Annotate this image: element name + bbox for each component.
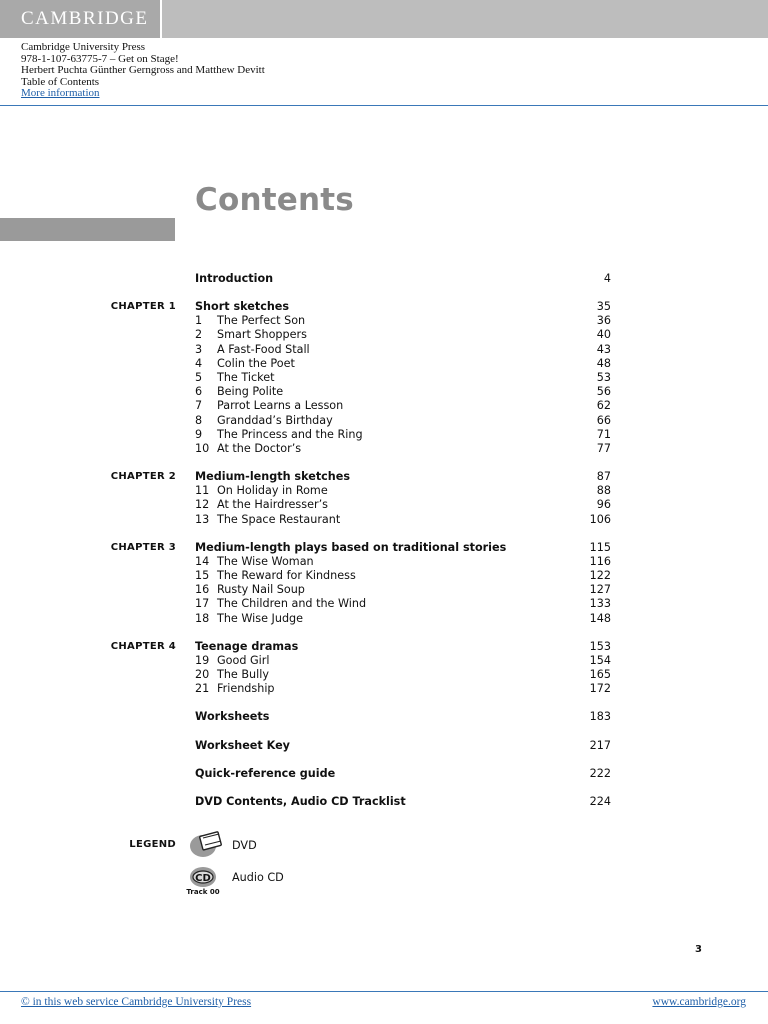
book-metadata <box>21 42 265 100</box>
toc-item-page: 116 <box>589 554 611 568</box>
publisher-line: Cambridge University Press <box>21 41 146 53</box>
header-rule <box>0 105 768 106</box>
toc-item-number: 17 <box>195 597 210 611</box>
toc-item-title: Parrot Learns a Lesson <box>217 399 344 413</box>
toc-item-title: The Reward for Kindness <box>217 569 356 582</box>
back-matter-title: DVD Contents, Audio CD Tracklist <box>195 795 406 809</box>
toc-item-title: The Space Restaurant <box>217 512 341 526</box>
chapter-title: Short sketches <box>195 300 290 313</box>
back-matter-title: Worksheet Key <box>195 738 290 752</box>
toc-item-title: Smart Shoppers <box>217 328 307 342</box>
footer-rule <box>0 991 768 992</box>
toc-item <box>0 668 768 682</box>
toc-item <box>0 612 768 626</box>
toc-item-page: 122 <box>589 569 611 582</box>
toc-item-title: The Children and the Wind <box>217 597 367 611</box>
toc-entry-page: 4 <box>603 272 611 285</box>
toc-item <box>0 371 768 385</box>
chapter-label: CHAPTER 3 <box>110 541 176 553</box>
chapter-label: CHAPTER 2 <box>110 471 176 482</box>
authors-line: Herbert Puchta Günther Gerngross and Matthew Devitt <box>21 64 265 76</box>
title-accent-bar <box>0 218 175 241</box>
toc-item-page: 154 <box>589 653 611 667</box>
more-information-link[interactable]: More information <box>21 87 100 99</box>
toc-item-number: 18 <box>195 611 210 625</box>
toc-item-title: Colin the Poet <box>217 356 295 370</box>
toc-item <box>0 583 768 597</box>
isbn-line: 978-1-107-63775-7 – Get on Stage! <box>21 52 179 65</box>
legend-dvd-label: DVD <box>232 839 257 852</box>
toc-item <box>0 399 768 413</box>
cambridge-site-link[interactable]: www.cambridge.org <box>652 996 746 1008</box>
toc-item-title: At the Hairdresser’s <box>217 498 328 512</box>
toc-item-title: The Wise Judge <box>217 611 304 625</box>
toc-item <box>0 513 768 527</box>
toc-item-page: 96 <box>596 498 611 512</box>
back-matter-page: 222 <box>589 767 611 780</box>
back-matter-page: 217 <box>589 738 611 752</box>
cd-icon-text: CD <box>195 873 211 884</box>
toc-item-page: 48 <box>596 356 611 370</box>
toc-item-page: 62 <box>596 399 611 413</box>
toc-item-title: Friendship <box>217 682 275 696</box>
toc-item-title: The Wise Woman <box>217 554 314 568</box>
toc-item-page: 148 <box>589 611 611 625</box>
toc-item-number: 4 <box>195 356 203 370</box>
chapter-page: 35 <box>596 300 611 313</box>
chapter-page: 115 <box>589 540 611 554</box>
cd-track-text: Track 00 <box>186 888 220 896</box>
toc-chapter-heading <box>0 300 768 314</box>
toc-item-number: 3 <box>195 342 203 356</box>
toc-item <box>0 654 768 668</box>
toc-item-title: The Ticket <box>217 371 275 384</box>
dvd-icon <box>188 830 222 860</box>
toc-item <box>0 569 768 583</box>
toc-item-page: 53 <box>596 371 611 384</box>
chapter-title: Medium-length sketches <box>195 470 351 483</box>
toc-item-number: 10 <box>195 442 210 455</box>
toc-item-title: The Princess and the Ring <box>217 427 363 441</box>
toc-item-number: 14 <box>195 554 210 568</box>
toc-item-number: 5 <box>195 371 203 384</box>
toc-item <box>0 414 768 428</box>
legend-label: LEGEND <box>129 839 176 850</box>
chapter-label: CHAPTER 4 <box>110 640 176 652</box>
toc-item-page: 133 <box>589 597 611 611</box>
toc-item-number: 16 <box>195 583 210 597</box>
chapter-title: Teenage dramas <box>195 639 299 653</box>
publisher-banner <box>0 0 768 38</box>
page-number: 3 <box>695 944 702 955</box>
toc-item-number: 8 <box>195 413 203 427</box>
toc-item-page: 43 <box>596 342 611 356</box>
page-title: Contents <box>195 182 354 218</box>
toc-item <box>0 597 768 611</box>
legend-audio-cd-label: Audio CD <box>232 871 284 884</box>
toc-item <box>0 484 768 498</box>
toc-item-title: On Holiday in Rome <box>217 484 328 498</box>
toc-chapter-heading <box>0 470 768 484</box>
toc-item <box>0 442 768 456</box>
toc-item-page: 165 <box>589 668 611 681</box>
toc-item-number: 9 <box>195 427 203 441</box>
toc-item-number: 21 <box>195 682 210 696</box>
toc-item-number: 19 <box>195 653 210 667</box>
toc-back-matter <box>0 739 768 753</box>
toc-item-number: 7 <box>195 399 203 413</box>
toc-item <box>0 343 768 357</box>
chapter-page: 153 <box>589 639 611 653</box>
toc-item-page: 71 <box>596 427 611 441</box>
toc-item-title: A Fast-Food Stall <box>217 342 310 356</box>
toc-item-page: 40 <box>596 328 611 342</box>
toc-item <box>0 328 768 342</box>
toc-item <box>0 498 768 512</box>
toc-item <box>0 314 768 328</box>
chapter-label: CHAPTER 1 <box>110 301 176 312</box>
toc-item-number: 2 <box>195 328 203 342</box>
toc-item <box>0 682 768 696</box>
copyright-link[interactable]: © in this web service Cambridge University Press <box>21 996 252 1008</box>
toc-item-title: Granddad’s Birthday <box>217 413 333 427</box>
toc-item-number: 6 <box>195 385 203 399</box>
toc-item-page: 106 <box>589 512 611 526</box>
toc-item-page: 88 <box>596 484 611 498</box>
toc-item-number: 15 <box>195 569 210 582</box>
banner-divider <box>160 0 162 38</box>
toc-item <box>0 555 768 569</box>
toc-item-page: 36 <box>596 314 611 328</box>
back-matter-title: Quick-reference guide <box>195 767 336 780</box>
toc-item-title: The Bully <box>217 668 269 681</box>
audio-cd-icon <box>186 866 222 896</box>
toc-item <box>0 357 768 371</box>
toc-item-number: 1 <box>195 314 203 328</box>
toc-item-page: 172 <box>589 682 611 696</box>
toc-item <box>0 428 768 442</box>
toc-chapter-heading <box>0 541 768 555</box>
toc-entry-title: Introduction <box>195 272 274 285</box>
back-matter-title: Worksheets <box>195 710 270 724</box>
cambridge-logo: CAMBRIDGE <box>0 0 160 38</box>
chapter-page: 87 <box>596 470 611 483</box>
back-matter-page: 183 <box>589 710 611 724</box>
toc-item-title: Good Girl <box>217 653 270 667</box>
toc-item-page: 77 <box>596 442 611 455</box>
toc-introduction <box>0 272 768 286</box>
toc-item-title: At the Doctor’s <box>217 442 302 455</box>
toc-item-number: 12 <box>195 498 210 512</box>
toc-item <box>0 385 768 399</box>
toc-back-matter <box>0 710 768 724</box>
section-line: Table of Contents <box>21 75 100 88</box>
toc-item-page: 56 <box>596 385 611 399</box>
chapter-title: Medium-length plays based on traditional stories <box>195 540 507 554</box>
toc-item-title: Rusty Nail Soup <box>217 583 305 597</box>
toc-back-matter <box>0 795 768 809</box>
back-matter-page: 224 <box>589 795 611 809</box>
toc-item-number: 13 <box>195 512 210 526</box>
toc-item-title: The Perfect Son <box>217 314 306 328</box>
toc-back-matter <box>0 767 768 781</box>
toc-item-page: 66 <box>596 413 611 427</box>
toc-item-number: 20 <box>195 668 210 681</box>
toc-item-title: Being Polite <box>217 385 284 399</box>
toc-item-page: 127 <box>589 583 611 597</box>
toc-chapter-heading <box>0 640 768 654</box>
toc-item-number: 11 <box>195 484 210 498</box>
